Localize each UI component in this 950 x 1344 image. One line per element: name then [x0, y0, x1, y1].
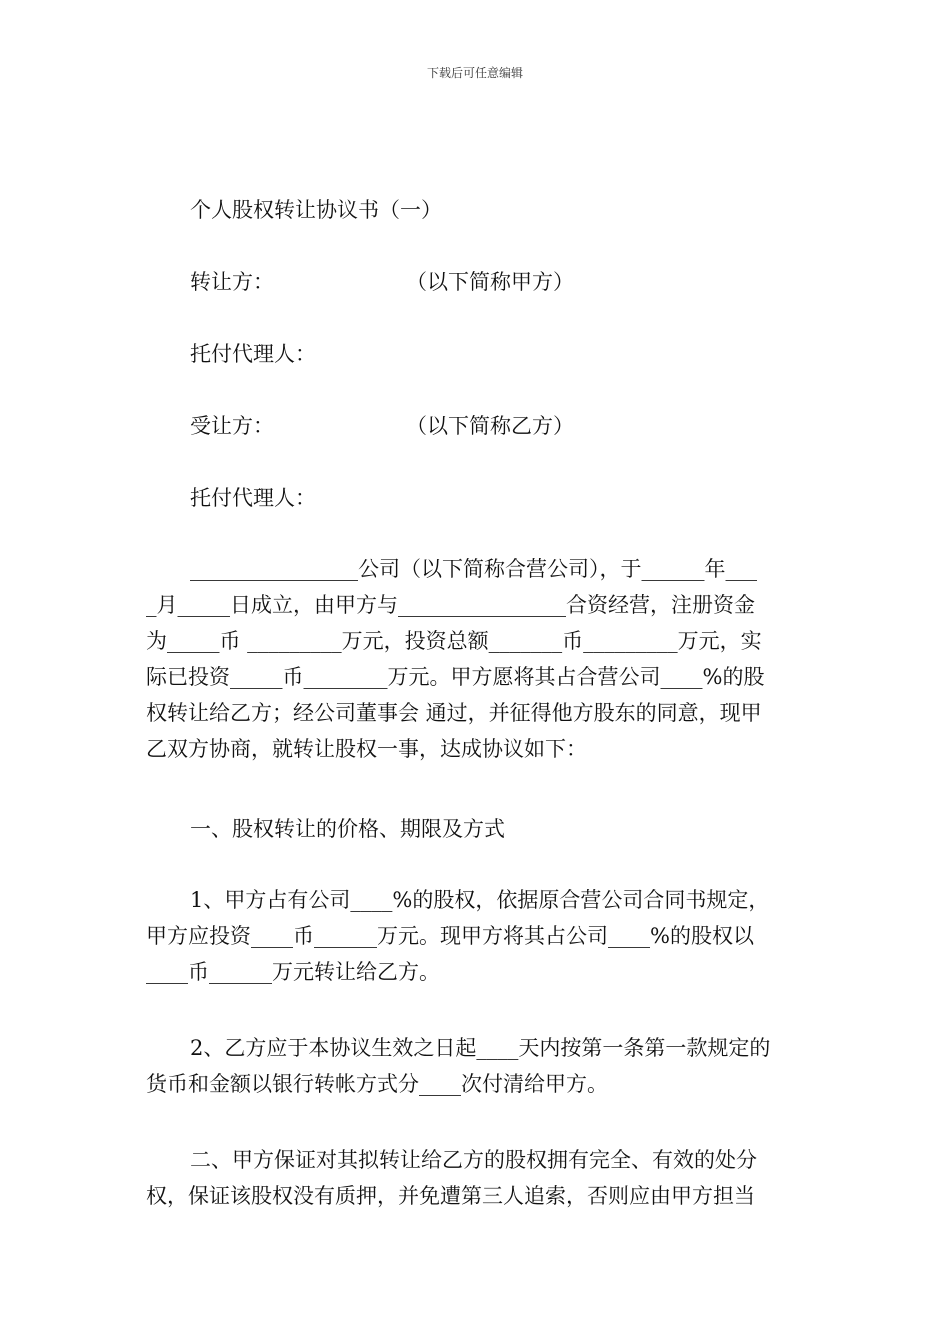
intro-line: _月_____日成立，由甲方与________________合资经营，注册资金: [146, 593, 755, 617]
section2-line: 二、甲方保证对其拟转让给乙方的股权拥有完全、有效的处分: [190, 1148, 757, 1172]
intro-line: 为_____币 _________万元，投资总额_______币_________万元，实: [146, 629, 762, 653]
intro-line: ________________公司（以下简称合营公司），于______年___: [190, 557, 757, 581]
transferor-label: 转让方：: [190, 270, 274, 294]
clause2-line: 货币和金额以银行转帐方式分____次付清给甲方。: [146, 1072, 608, 1096]
transferee-label: 受让方：: [190, 414, 274, 438]
section1-heading: 一、股权转让的价格、期限及方式: [190, 817, 505, 841]
clause1-line: 1、甲方占有公司____%的股权，依据原合营公司合同书规定，: [190, 888, 770, 912]
header-note: 下载后可任意编辑: [426, 66, 523, 80]
clause1-line: 甲方应投资____币______万元。现甲方将其占公司____%的股权以: [146, 924, 754, 948]
agent1-label: 托付代理人：: [190, 342, 316, 366]
clause2-line: 2、乙方应于本协议生效之日起____天内按第一条第一款规定的: [190, 1036, 771, 1060]
transferor-line: [190, 264, 810, 300]
transferor-suffix: （以下简称甲方）: [406, 270, 574, 294]
section2-line: 权，保证该股权没有质押，并免遭第三人追索，否则应由甲方担当: [146, 1184, 755, 1208]
intro-line: 乙双方协商，就转让股权一事，达成协议如下：: [146, 737, 587, 761]
transferee-suffix: （以下简称乙方）: [406, 414, 574, 438]
document-title: 个人股权转让协议书（一）: [190, 198, 442, 222]
intro-line: 际已投资_____币________万元。甲方愿将其占合营公司____%的股: [146, 665, 765, 689]
transferee-line: [190, 408, 810, 444]
intro-line: 权转让给乙方；经公司董事会 通过，并征得他方股东的同意，现甲: [146, 701, 762, 725]
clause1-line: ____币______万元转让给乙方。: [146, 960, 440, 984]
agent2-label: 托付代理人：: [190, 486, 316, 510]
